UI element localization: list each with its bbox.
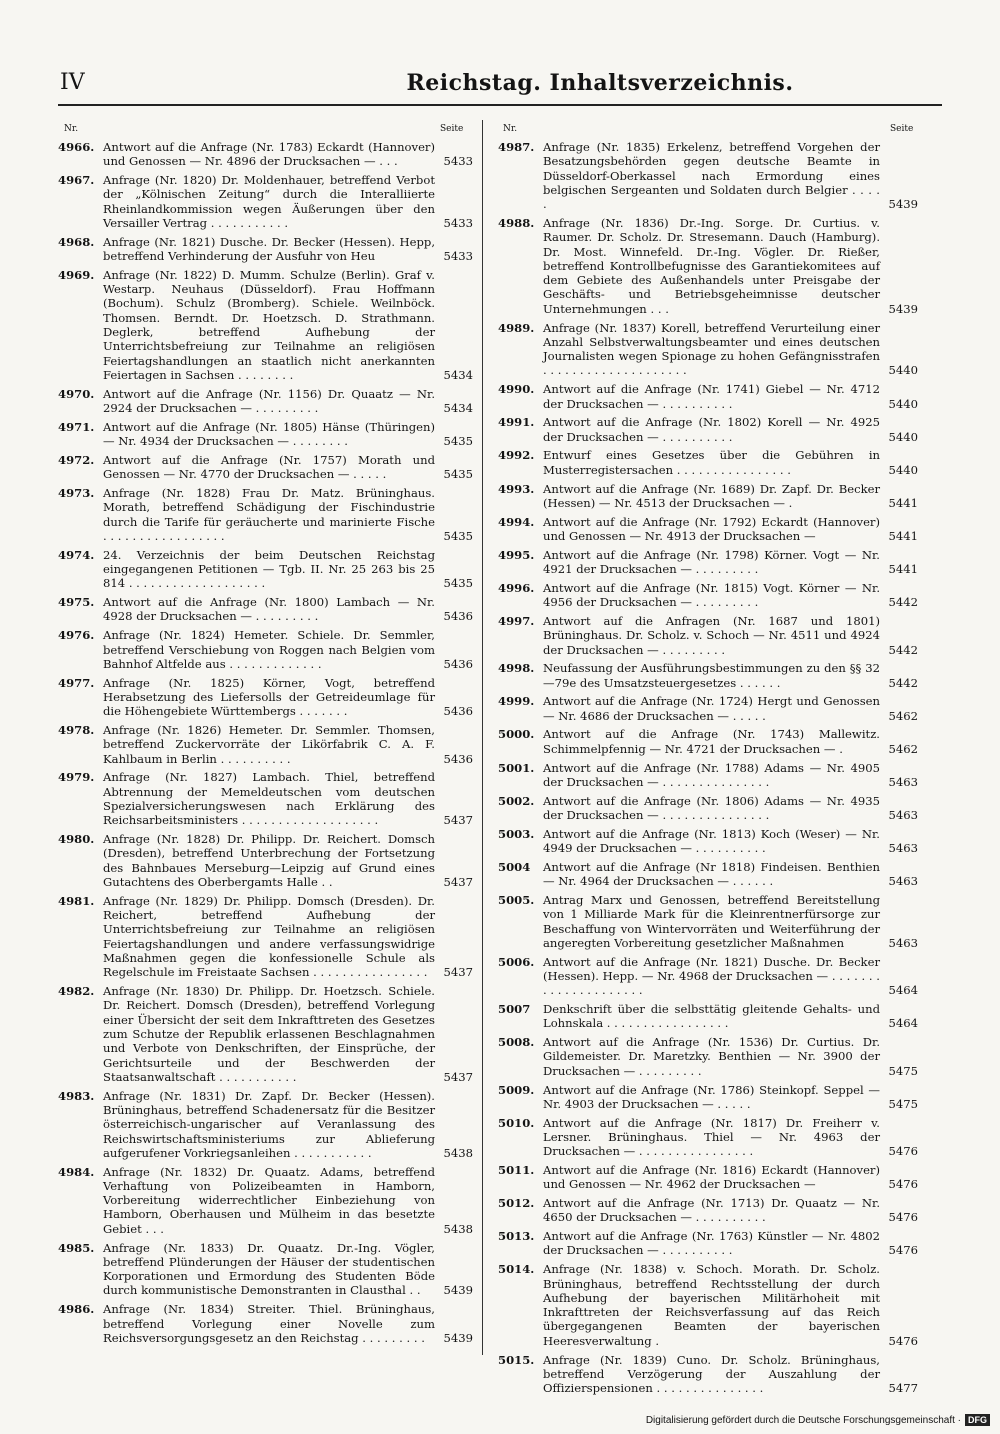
entry-page: 5463 [888,807,918,822]
entry-page: 5435 [443,576,473,591]
entry-text: Anfrage (Nr. 1824) Hemeter. Schiele. Dr. Semmler, betreffend Verschiebung von Roggen nach Belgien vom Bahnhof Altfelde aus . . . . . . . . . . . . . [103,628,435,671]
entry-page: 5464 [888,1016,918,1031]
entry-text: Anfrage (Nr. 1821) Dusche. Dr. Becker (Hessen). Hepp, betreffend Verhinderung der Ausfuhr von Heu [103,234,435,264]
entry-text: Antwort auf die Anfragen (Nr. 1687 und 1801) Brüninghaus. Dr. Scholz. v. Schoch — Nr. 4511 und 4924 der Drucksachen — . . . . . . . . . [543,613,880,657]
entry-text: Anfrage (Nr. 1834) Streiter. Thiel. Brüninghaus, betreffend Vorlegung einer Novelle zum Reichsversorgungsgesetz an den Reichstag . . . . . . . . . [103,1302,435,1345]
toc-entry [498,1002,918,1031]
entry-page: 5433 [443,154,473,169]
toc-entry [58,453,473,482]
entry-page: 5438 [443,1221,473,1236]
entry-text: Anfrage (Nr. 1820) Dr. Moldenhauer, betreffend Verbot der „Kölnischen Zeitung“ durch die Interalliierte Rheinlandkommission wegen Äußerungen über den Versailler Vertrag . . . . . . . . . . . [103,173,435,230]
entry-number: 5009. [498,1082,535,1097]
col-nr-label-left: Nr. [64,124,79,134]
entry-text: Anfrage (Nr. 1832) Dr. Quaatz. Adams, betreffend Verhaftung von Polizeibeamten in Hamborn, Vorbereitung widerrechtlicher Einbeziehung von Hamborn, Oberhausen und Mülheim in das besetzte Gebiet . . . [103,1164,435,1236]
entry-number: 4973. [58,486,95,501]
entry-number: 4994. [498,514,535,529]
entry-text: Anfrage (Nr. 1825) Körner, Vogt, betreffend Herabsetzung des Liefersolls der Getreideumlage für die Höhengebiete Württembergs . . . . . . . [103,675,435,719]
entry-number: 5011. [498,1163,535,1177]
entry-number: 5006. [498,954,535,969]
entry-text: Antwort auf die Anfrage (Nr. 1743) Mallewitz. Schimmelpfennig — Nr. 4721 der Drucksachen — . [543,727,880,756]
toc-entry [498,1083,918,1112]
col-nr-label-right: Nr. [503,124,518,134]
entry-text: Antwort auf die Anfrage (Nr. 1689) Dr. Zapf. Dr. Becker (Hessen) — Nr. 4513 der Drucksachen — . [543,481,880,510]
entry-number: 4970. [58,386,95,401]
toc-entry [498,614,918,657]
entry-number: 4975. [58,595,95,610]
entry-number: 4982. [58,984,95,999]
toc-entry [498,548,918,577]
toc-entry [498,1196,918,1225]
entry-text: Anfrage (Nr. 1839) Cuno. Dr. Scholz. Brüninghaus, betreffend Verzögerung der Auszahlung der Offizierspensionen . . . . . . . . . . . . . . . [543,1352,880,1396]
entry-number: 5012. [498,1196,535,1211]
entry-page: 5441 [888,528,918,543]
toc-entry [498,1163,918,1192]
entry-number: 5003. [498,826,535,841]
entry-text: Anfrage (Nr. 1831) Dr. Zapf. Dr. Becker (Hessen). Brüninghaus, betreffend Schadenersatz für die Besitzer österreichisch-ungarischer auf Veranlassung des Reichswirtschaftsministeriums zur Ablieferung aufgerufener Vorkriegsanleihen . . . . . . . . . . . [103,1088,435,1160]
entry-number: 4986. [58,1302,95,1317]
entry-number: 4972. [58,452,95,467]
entry-number: 5015. [498,1352,535,1367]
entry-text: Antwort auf die Anfrage (Nr. 1788) Adams — Nr. 4905 der Drucksachen — . . . . . . . . . . . . . . . [543,760,880,789]
entry-number: 4981. [58,893,95,908]
entry-text: Anfrage (Nr. 1822) D. Mumm. Schulze (Berlin). Graf v. Westarp. Neuhaus (Düsseldorf). Frau Hoffmann (Bochum). Schulz (Bromberg). Schiele. Weilnböck. Thomsen. Berndt. Dr. Hoetzsch. D. Strathmann. Deglerk, betreffend Aufhebung der Unterrichtsbefreiung zur Teilnahme an religiösen Feiertagshandlungen an staatlich nicht anerkannten Feiertagen in Sachsen . . . . . . . . [103,267,435,382]
toc-entry [498,448,918,477]
entry-text: Antwort auf die Anfrage (Nr. 1724) Hergt und Genossen — Nr. 4686 der Drucksachen — . . . . . [543,694,880,723]
toc-entry [498,415,918,444]
toc-entry [58,676,473,719]
entry-number: 5001. [498,760,535,775]
toc-entry [498,1229,918,1258]
entry-number: 5002. [498,793,535,808]
entry-text: Anfrage (Nr. 1837) Korell, betreffend Verurteilung einer Anzahl Selbstverwaltungsbeamter und eines deutschen Journalisten wegen Spionage zu hohen Gefängnisstrafen . . . . . . . . . . . . . . . . . . . . [543,320,880,378]
entry-number: 5013. [498,1229,535,1244]
toc-entry [498,761,918,790]
entry-text: Anfrage (Nr. 1829) Dr. Philipp. Domsch (Dresden). Dr. Reichert, betreffend Aufhebung der Unterrichtsbefreiung zur Teilnahme an religiösen Feiertagshandlungen und andere verfassungswidrige Maßnahmen gegen die konfessionelle Schule als Regelschule im Freistaate Sachsen . . . . . . . . . . . . . . . . [103,893,435,980]
toc-entry [58,894,473,980]
entry-number: 4983. [58,1088,95,1103]
entry-text: Antwort auf die Anfrage (Nr. 1806) Adams — Nr. 4935 der Drucksachen — . . . . . . . . . . . . . . . [543,793,880,822]
toc-entry [58,770,473,827]
entry-number: 5004 [498,859,531,874]
entry-number: 5008. [498,1035,535,1050]
page-number: IV [60,70,85,95]
entry-number: 4977. [58,675,95,690]
toc-entry [498,321,918,378]
toc-entry [58,173,473,230]
entry-text: Neufassung der Ausführungsbestimmungen zu den §§ 32—79e des Umsatzsteuergesetzes . . . . . . [543,661,880,690]
entry-text: Antwort auf die Anfrage (Nr. 1713) Dr. Quaatz — Nr. 4650 der Drucksachen — . . . . . . . . . . [543,1196,880,1225]
entry-number: 4974. [58,547,95,562]
entry-text: Antwort auf die Anfrage (Nr. 1757) Morath und Genossen — Nr. 4770 der Drucksachen — . . . . . [103,452,435,482]
entry-text: Antwort auf die Anfrage (Nr. 1816) Eckardt (Hannover) und Genossen — Nr. 4962 der Drucksachen — [543,1163,880,1192]
entry-number: 5005. [498,892,535,907]
entry-page: 5442 [888,595,918,610]
toc-entry [58,235,473,264]
entry-text: Antwort auf die Anfrage (Nr. 1536) Dr. Curtius. Dr. Gildemeister. Dr. Maretzky. Benthien — Nr. 3900 der Drucksachen — . . . . . . . . . [543,1035,880,1078]
toc-entry [58,387,473,416]
entry-page: 5476 [888,1243,918,1258]
entry-number: 4985. [58,1240,95,1255]
entry-text: Anfrage (Nr. 1838) v. Schoch. Morath. Dr. Scholz. Brüninghaus, betreffend Rechtsstellung der durch Aufhebung der bayerischen Militärhoheit mit Inkrafttreten der Reichsverfassung auf das Reich übergegangenen Beamten der bayerischen Heeresverwaltung . [543,1262,880,1348]
entry-page: 5433 [443,215,473,230]
entry-text: Antwort auf die Anfrage (Nr 1818) Findeisen. Benthien — Nr. 4964 der Drucksachen — . . . . . . [543,859,880,889]
toc-entry [58,1089,473,1160]
entry-page: 5437 [443,965,473,980]
col-seite-label-left: Seite [440,124,464,134]
entry-page: 5475 [888,1063,918,1078]
entry-page: 5440 [888,462,918,477]
entry-number: 4990. [498,382,535,397]
header-rule [58,104,942,106]
toc-entry [58,548,473,591]
entry-number: 5000. [498,727,535,742]
entry-number: 4969. [58,267,95,282]
entry-number: 4993. [498,481,535,496]
entry-page: 5476 [888,1333,918,1348]
toc-entry [498,1035,918,1078]
entry-text: Anfrage (Nr. 1836) Dr.-Ing. Sorge. Dr. Curtius. v. Raumer. Dr. Scholz. Dr. Stresemann. Dauch (Hamburg). Dr. Most. Winnefeld. Dr.-Ing. Vögler. Dr. Rießer, betreffend Kontrollbefugnisse des Garantiekomitees auf dem Gebiete des Außenhandels unter Preisgabe der Geschäfts- und Betriebsgeheimnisse deutscher Unternehmungen . . . [543,215,880,316]
entry-text: Anfrage (Nr. 1835) Erkelenz, betreffend Vorgehen der Besatzungsbehörden gegen deutsche Beamte in Düsseldorf-Oberkassel nach Ermordung eines belgischen Sergeanten und Soldaten durch Belgier . . . . . [543,140,880,212]
entry-text: Antwort auf die Anfrage (Nr. 1786) Steinkopf. Seppel — Nr. 4903 der Drucksachen — . . . . . [543,1082,880,1111]
entry-number: 5007 [498,1002,531,1017]
entry-page: 5433 [443,249,473,264]
entry-text: Anfrage (Nr. 1828) Dr. Philipp. Dr. Reichert. Domsch (Dresden), betreffend Unterbrechung der Fortsetzung des Bahnbaues Merseburg—Leipzig auf Grund eines Gutachtens des Oberbergamts Halle . . [103,832,435,889]
toc-entry [498,140,918,211]
entry-page: 5476 [888,1210,918,1225]
entry-number: 5014. [498,1262,535,1277]
entry-text: Antwort auf die Anfrage (Nr. 1813) Koch (Weser) — Nr. 4949 der Drucksachen — . . . . . . . . . . [543,826,880,856]
entry-page: 5435 [443,434,473,449]
entry-text: Anfrage (Nr. 1833) Dr. Quaatz. Dr.-Ing. Vögler, betreffend Plünderungen der Häuser der studentischen Korporationen und Ermordung des Studenten Böde durch kommunistische Demonstranten in Clausthal . . [103,1240,435,1298]
entry-number: 4991. [498,415,535,430]
entry-page: 5437 [443,1069,473,1084]
entry-number: 4988. [498,215,535,230]
toc-entry [498,581,918,610]
toc-entry [58,723,473,766]
entry-number: 4968. [58,234,95,249]
entry-page: 5436 [443,609,473,624]
toc-entry [58,1241,473,1298]
footer-text: Digitalisierung gefördert durch die Deutsche Forschungsgemeinschaft · [645,1414,961,1426]
toc-entry [498,216,918,316]
entry-page: 5439 [888,197,918,212]
entry-text: Antwort auf die Anfrage (Nr. 1802) Korell — Nr. 4925 der Drucksachen — . . . . . . . . . . [543,415,880,444]
toc-entry [498,1116,918,1159]
entry-page: 5435 [443,528,473,543]
entry-number: 4995. [498,547,535,562]
toc-entry [58,832,473,889]
entry-text: Anfrage (Nr. 1827) Lambach. Thiel, betreffend Abtrennung der Memeldeutschen vom deutschen Spezialversicherungswesen nach Erklärung des Reichsarbeitsministers . . . . . . . . . . . . . . . . . . . [103,770,435,828]
entry-number: 5010. [498,1115,535,1130]
entry-number: 4992. [498,448,535,463]
entry-page: 5436 [443,751,473,766]
entry-page: 5476 [888,1144,918,1159]
entry-text: Antwort auf die Anfrage (Nr. 1792) Eckardt (Hannover) und Genossen — Nr. 4913 der Drucksachen — [543,514,880,543]
entry-text: Antwort auf die Anfrage (Nr. 1783) Eckardt (Hannover) und Genossen — Nr. 4896 der Drucksachen — . . . [103,140,435,169]
right-column [498,140,918,1400]
entry-page: 5477 [888,1381,918,1396]
entry-text: Antwort auf die Anfrage (Nr. 1156) Dr. Quaatz — Nr. 2924 der Drucksachen — . . . . . . . . . [103,386,435,416]
entry-page: 5442 [888,642,918,657]
entry-number: 4980. [58,832,95,847]
entry-page: 5439 [443,1283,473,1298]
entry-page: 5438 [443,1145,473,1160]
toc-entry [498,694,918,723]
entry-page: 5463 [888,935,918,950]
entry-page: 5435 [443,467,473,482]
entry-text: Antwort auf die Anfrage (Nr. 1763) Künstler — Nr. 4802 der Drucksachen — . . . . . . . . . . [543,1229,880,1258]
entry-page: 5437 [443,874,473,889]
entry-page: 5440 [888,363,918,378]
entry-page: 5464 [888,983,918,998]
toc-entry [498,382,918,411]
toc-entry [498,482,918,511]
toc-entry [58,486,473,543]
toc-entry [58,984,473,1084]
entry-page: 5475 [888,1096,918,1111]
entry-number: 4984. [58,1164,95,1179]
entry-text: Entwurf eines Gesetzes über die Gebühren in Musterregistersachen . . . . . . . . . . . . . . . . [543,448,880,477]
entry-text: Anfrage (Nr. 1828) Frau Dr. Matz. Brüninghaus. Morath, betreffend Schädigung der Fischindustrie durch die Tarife für geräucherte und marinierte Fische . . . . . . . . . . . . . . . . . [103,486,435,543]
toc-entry [498,515,918,544]
entry-page: 5463 [888,874,918,889]
entry-text: Antwort auf die Anfrage (Nr. 1800) Lambach — Nr. 4928 der Drucksachen — . . . . . . . . . [103,595,435,624]
entry-number: 4987. [498,140,535,154]
entry-page: 5442 [888,675,918,690]
toc-entry [498,661,918,690]
entry-page: 5476 [888,1177,918,1192]
entry-text: Antwort auf die Anfrage (Nr. 1798) Körner. Vogt — Nr. 4921 der Drucksachen — . . . . . . . . . [543,547,880,577]
left-column [58,140,473,1350]
toc-entry [498,955,918,998]
entry-page: 5434 [443,367,473,382]
entry-number: 4967. [58,173,95,188]
entry-text: Denkschrift über die selbsttätig gleitende Gehalts- und Lohnskala . . . . . . . . . . . . . . . . . [543,1002,880,1031]
entry-page: 5463 [888,841,918,856]
entry-page: 5462 [888,708,918,723]
toc-entry [498,860,918,889]
toc-entry [498,727,918,756]
entry-page: 5441 [888,495,918,510]
toc-entry [498,794,918,823]
entry-page: 5439 [443,1330,473,1345]
entry-text: Anfrage (Nr. 1830) Dr. Philipp. Dr. Hoetzsch. Schiele. Dr. Reichert. Domsch (Dresden), betreffend Vorlegung einer Übersicht der seit dem Inkrafttreten des Gesetzes zum Schutze der Republik erlassenen Beschlagnahmen und Verbote von Denkschriften, der Einsprüche, der Gerichtsurteile und der Beschwerden der Staatsanwaltschaft . . . . . . . . . . . [103,984,435,1084]
entry-number: 4966. [58,140,95,154]
entry-number: 4979. [58,770,95,785]
entry-page: 5434 [443,401,473,416]
entry-page: 5436 [443,704,473,719]
entry-text: Antwort auf die Anfrage (Nr. 1821) Dusche. Dr. Becker (Hessen). Hepp. — Nr. 4968 der Drucksachen — . . . . . . . . . . . . . . . . . . . . . [543,954,880,998]
entry-text: Antwort auf die Anfrage (Nr. 1817) Dr. Freiherr v. Lersner. Brüninghaus. Thiel — Nr. 4963 der Drucksachen — . . . . . . . . . . . . . . . . [543,1115,880,1159]
toc-entry [58,595,473,624]
toc-entry [498,1353,918,1396]
entry-text: Antwort auf die Anfrage (Nr. 1805) Hänse (Thüringen) — Nr. 4934 der Drucksachen — . . . . . . . . [103,419,435,449]
column-divider [482,120,483,1355]
entry-page: 5441 [888,562,918,577]
entry-number: 4976. [58,628,95,643]
toc-entry [58,1302,473,1345]
footer [646,1414,990,1426]
entry-page: 5440 [888,396,918,411]
entry-text: Antwort auf die Anfrage (Nr. 1741) Giebel — Nr. 4712 der Drucksachen — . . . . . . . . . . [543,382,880,411]
toc-entry [498,893,918,950]
toc-entry [498,827,918,856]
entry-page: 5462 [888,741,918,756]
entry-number: 4978. [58,722,95,737]
entry-number: 4989. [498,320,535,335]
toc-entry [58,420,473,449]
entry-number: 4999. [498,694,535,709]
entry-text: Anfrage (Nr. 1826) Hemeter. Dr. Semmler. Thomsen, betreffend Zuckervorräte der Likörfabrik C. A. F. Kahlbaum in Berlin . . . . . . . . . . [103,722,435,766]
dfg-logo: DFG [965,1414,990,1426]
entry-number: 4997. [498,613,535,628]
page-title: Reichstag. Inhaltsverzeichnis. [406,70,794,96]
entry-text: Antwort auf die Anfrage (Nr. 1815) Vogt. Körner — Nr. 4956 der Drucksachen — . . . . . . . . . [543,580,880,610]
entry-page: 5437 [443,813,473,828]
toc-entry [58,268,473,382]
entry-page: 5463 [888,774,918,789]
toc-entry [58,140,473,169]
entry-text: 24. Verzeichnis der beim Deutschen Reichstag eingegangenen Petitionen — Tgb. II. Nr. 25 263 bis 25 814 . . . . . . . . . . . . . . . . . . . [103,547,435,591]
entry-number: 4971. [58,419,95,434]
entry-page: 5436 [443,656,473,671]
entry-number: 4998. [498,661,535,676]
col-seite-label-right: Seite [890,124,914,134]
entry-page: 5439 [888,301,918,316]
entry-text: Antrag Marx und Genossen, betreffend Bereitstellung von 1 Milliarde Mark für die Kleinrentnerfürsorge zur Beschaffung von Wintervorräten und Weiterführung der angeregten Vorbereitung gesetzlicher Maßnahmen [543,892,880,950]
entry-page: 5440 [888,429,918,444]
entry-number: 4996. [498,580,535,595]
toc-entry [58,1165,473,1236]
toc-entry [498,1262,918,1348]
toc-entry [58,628,473,671]
